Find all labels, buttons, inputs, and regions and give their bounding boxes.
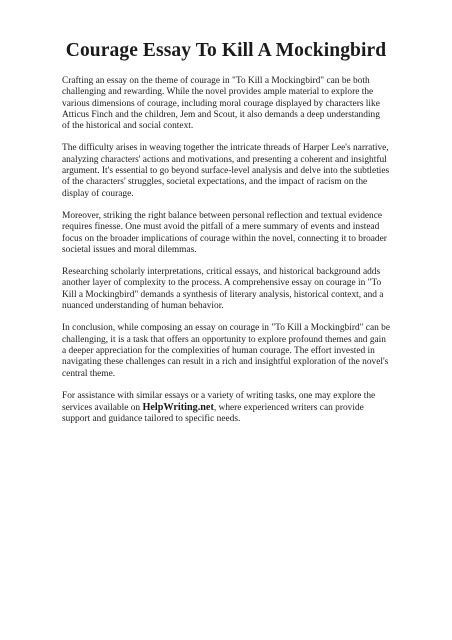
brand-name: HelpWriting.net	[142, 402, 214, 414]
paragraph-closing	[62, 391, 390, 426]
paragraph-difficulty: The difficulty arises in weaving together the intricate threads of Harper Lee's narrative, analyzing characters' actions and motivations, and presenting a coherent and insightful argument. It's essential to go beyond surface-level analysis and delve into the subtleties of the characters' struggles, societal expectations, and the impact of racism on the display of courage.	[62, 143, 390, 199]
closing-text-before: For assistance with similar essays or a variety of writing tasks, one may explore the services available on	[62, 390, 376, 414]
paragraph-research: Researching scholarly interpretations, critical essays, and historical background adds another layer of complexity to the process. A comprehensive essay on courage in "To Kill a Mockingbird" demands a synthesis of literary analysis, historical context, and a nuanced understanding of human behavior.	[62, 267, 384, 312]
paragraph-balance: Moreover, striking the right balance between personal reflection and textual evidence requires finesse. One must avoid the pitfall of a mere summary of events and instead focus on the broader implications of courage within the novel, connecting it to broader societal issues and moral dilemmas.	[62, 210, 387, 255]
document-title: Courage Essay To Kill A Mockingbird	[65, 40, 387, 61]
paragraph-conclusion: In conclusion, while composing an essay on courage in "To Kill a Mockingbird" can be challenging, it is a task that offers an opportunity to explore profound themes and gain a deeper appreciation for the complexities of human courage. The effort invested in navigating these challenges can result in a rich and insightful exploration of the novel's central theme.	[62, 323, 391, 379]
closing-text-after: , where experienced writers can provide support and guidance tailored to specific needs.	[62, 403, 364, 425]
paragraph-intro: Crafting an essay on the theme of courage in "To Kill a Mockingbird" can be both challenging and rewarding. While the novel provides ample material to explore the various dimensions of courage, including moral courage displayed by characters like Atticus Finch and the children, Jem and Scout, it also demands a deep understanding of the historical and social context.	[62, 76, 380, 132]
